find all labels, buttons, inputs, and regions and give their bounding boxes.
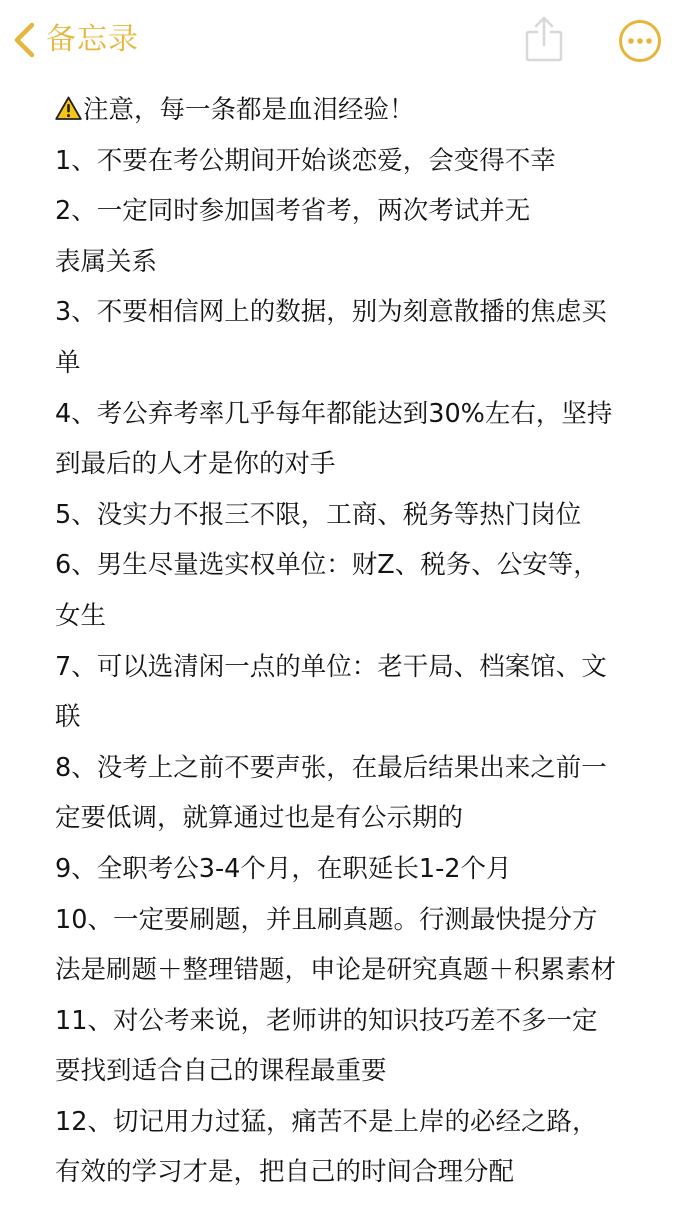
warning-icon <box>55 96 82 121</box>
note-line: 11、对公考来说，老师讲的知识技巧差不多一定 <box>55 1005 598 1036</box>
note-line: 6、男生尽量选实权单位：财Z、税务、公安等， <box>55 550 599 581</box>
note-line: 5、没实力不报三不限，工商、税务等热门岗位 <box>55 499 582 530</box>
navigation-bar <box>0 0 690 82</box>
note-line: 1、不要在考公期间开始谈恋爱，会变得不幸 <box>55 145 556 176</box>
note-line: 定要低调，就算通过也是有公示期的 <box>55 803 464 834</box>
note-line: 7、可以选清闲一点的单位：老干局、档案馆、文 <box>55 651 607 682</box>
more-button[interactable] <box>617 18 663 64</box>
note-line: 3、不要相信网上的数据，别为刻意散播的焦虑买 <box>55 297 607 328</box>
note-line: 有效的学习才是，把自己的时间合理分配 <box>55 1157 515 1188</box>
note-line: 10、一定要刷题，并且刷真题。行测最快提分方 <box>55 904 598 935</box>
note-line: 法是刷题＋整理错题，申论是研究真题＋积累素材 <box>55 955 617 986</box>
note-line: 4、考公弃考率几乎每年都能达到30%左右，坚持 <box>55 398 613 429</box>
share-icon <box>522 14 566 64</box>
note-heading-text: 注意，每一条都是血泪经验！ <box>83 95 415 125</box>
chevron-left-icon <box>12 22 38 58</box>
back-label: 备忘录 <box>46 22 139 57</box>
note-line: 8、没考上之前不要声张，在最后结果出来之前一 <box>55 752 607 783</box>
note-line: 联 <box>55 702 81 733</box>
note-heading <box>55 85 675 136</box>
note-line: 到最后的人才是你的对手 <box>55 449 336 480</box>
back-button[interactable] <box>12 16 139 64</box>
note-line: 12、切记用力过猛，痛苦不是上岸的必经之路， <box>55 1106 598 1137</box>
note-line: 单 <box>55 347 81 378</box>
note-line: 9、全职考公3-4个月，在职延长1-2个月 <box>55 853 512 884</box>
note-line: 表属关系 <box>55 246 158 277</box>
more-icon <box>617 18 663 64</box>
note-line: 女生 <box>55 600 107 631</box>
note-line: 2、一定同时参加国考省考，两次考试并无 <box>55 196 531 227</box>
note-line: 要找到适合自己的课程最重要 <box>55 1056 387 1087</box>
note-body[interactable] <box>55 85 675 1198</box>
share-button[interactable] <box>522 14 566 64</box>
